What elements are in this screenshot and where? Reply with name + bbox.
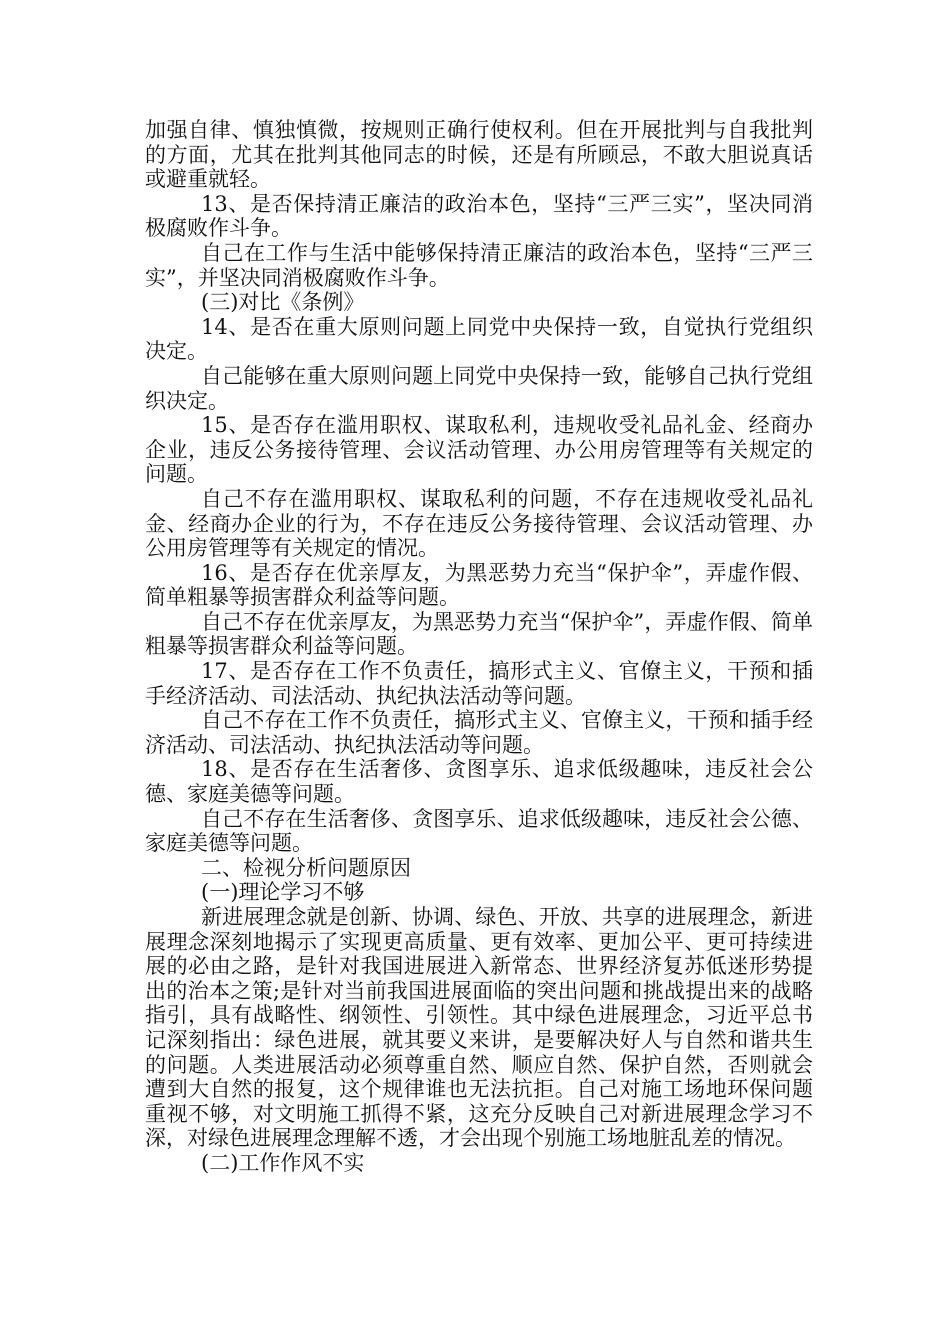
section-heading-3: (三)对比《条例》: [201, 290, 365, 315]
question-17: 17、是否存在工作不负责任，搞形式主义、官僚主义，干预和插手经济活动、司法活动、执纪执法活动等问题。: [145, 659, 813, 708]
document-body: [145, 118, 813, 1176]
answer-18: 自己不存在生活奢侈、贪图享乐、追求低级趣味，违反社会公德、家庭美德等问题。: [145, 806, 813, 856]
question-15: 15、是否存在滥用职权、谋取私利，违规收受礼品礼金、经商办企业，违反公务接待管理、会议活动管理、办公用房管理等有关规定的问题。: [145, 413, 813, 487]
subsection-heading-2: (二)工作作风不实: [201, 1150, 365, 1175]
question-18: 18、是否存在生活奢侈、贪图享乐、追求低级趣味，违反社会公德、家庭美德等问题。: [145, 757, 813, 807]
answer-13: 自己在工作与生活中能够保持清正廉洁的政治本色，坚持“三严三实”，并坚决同消极腐败作斗争。: [145, 240, 813, 290]
paragraph-continuation: 加强自律、慎独慎微，按规则正确行使权利。但在开展批判与自我批判的方面，尤其在批判其他同志的时候，还是有所顾忌，不敢大胆说真话或避重就轻。: [145, 118, 813, 192]
question-13: 13、是否保持清正廉洁的政治本色，坚持“三严三实”，坚决同消极腐败作斗争。: [145, 191, 813, 241]
analysis-paragraph: 新进展理念就是创新、协调、绿色、开放、共享的进展理念，新进展理念深刻地揭示了实现更高质量、更有效率、更加公平、更可持续进展的必由之路，是针对我国进展进入新常态、世界经济复苏低迷形势提出的治本之策;是针对当前我国进展面临的突出问题和挑战提出来的战略指引，具有战略性、纲领性、引领性。其中绿色进展理念，习近平总书记深刻指出：绿色进展，就其要义来讲，是要解决好人与自然和谐共生的问题。人类进展活动必须尊重自然、顺应自然、保护自然，否则就会遭到大自然的报复，这个规律谁也无法抗拒。自己对施工场地环保问题重视不够，对文明施工抓得不紧，这充分反映自己对新进展理念学习不深，对绿色进展理念理解不透，才会出现个别施工场地脏乱差的情况。: [145, 905, 813, 1151]
answer-16: 自己不存在优亲厚友，为黑恶势力充当“保护伞”，弄虚作假、简单粗暴等损害群众利益等问题。: [145, 609, 813, 659]
answer-17: 自己不存在工作不负责任，搞形式主义、官僚主义，干预和插手经济活动、司法活动、执纪执法活动等问题。: [145, 708, 813, 757]
question-16: 16、是否存在优亲厚友，为黑恶势力充当“保护伞”，弄虚作假、简单粗暴等损害群众利益等问题。: [145, 560, 813, 610]
answer-15: 自己不存在滥用职权、谋取私利的问题，不存在违规收受礼品礼金、经商办企业的行为，不存在违反公务接待管理、会议活动管理、办公用房管理等有关规定的情况。: [145, 486, 813, 561]
question-14: 14、是否在重大原则问题上同党中央保持一致，自觉执行党组织决定。: [145, 314, 813, 364]
subsection-heading-1: (一)理论学习不够: [201, 880, 365, 905]
answer-14: 自己能够在重大原则问题上同党中央保持一致，能够自己执行党组织决定。: [145, 363, 813, 413]
chapter-heading-2: 二、检视分析问题原因: [201, 855, 411, 880]
